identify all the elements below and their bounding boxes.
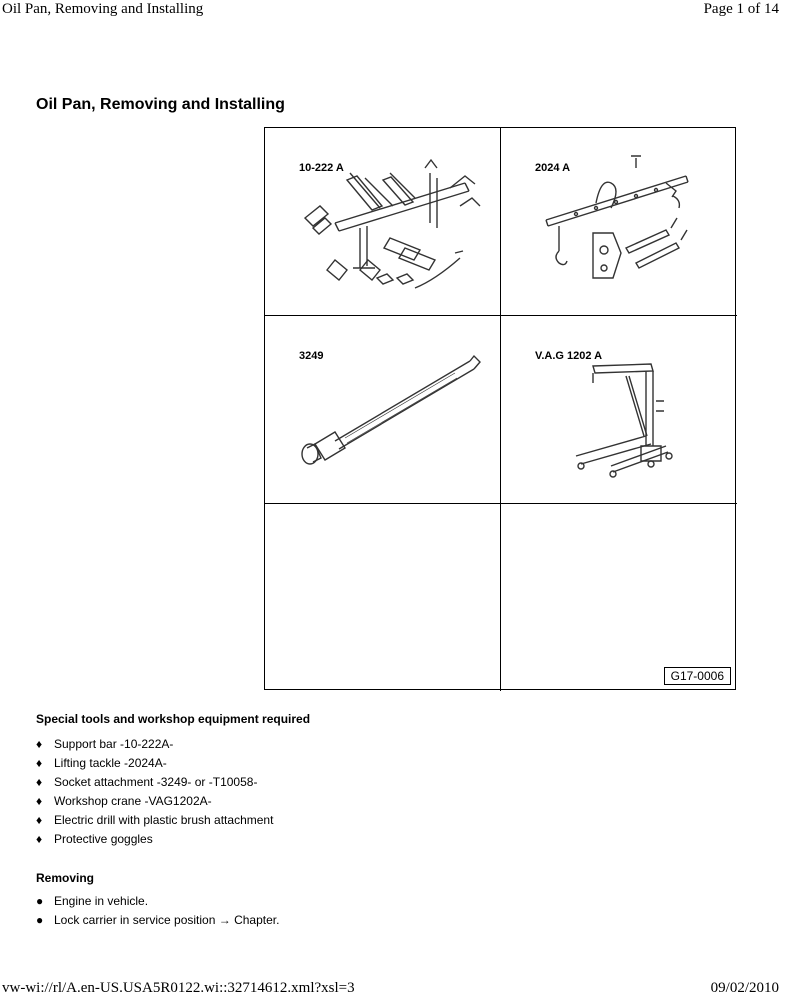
list-item: ♦ Socket attachment -3249- or -T10058- — [36, 773, 273, 792]
list-item: ♦ Protective goggles — [36, 830, 273, 849]
tool-cell-socket-attachment — [265, 316, 501, 504]
support-bar-icon — [265, 128, 501, 316]
workshop-crane-icon — [501, 316, 737, 504]
tool-cell-empty — [265, 504, 501, 691]
tool-cell-support-bar — [265, 128, 501, 316]
tool-label: 3249 — [299, 350, 324, 362]
special-tools-heading: Special tools and workshop equipment required — [36, 712, 311, 726]
tool-illustration-grid — [264, 127, 736, 690]
list-item: ♦ Lifting tackle -2024A- — [36, 754, 273, 773]
list-item: ● Engine in vehicle. — [36, 892, 279, 911]
tool-label: 10-222 A — [299, 162, 344, 174]
figure-id: G17-0006 — [664, 667, 731, 685]
tool-label: V.A.G 1202 A — [535, 350, 603, 362]
list-item: ♦ Workshop crane -VAG1202A- — [36, 792, 273, 811]
diamond-bullet-icon: ♦ — [36, 794, 43, 808]
list-item[interactable]: ● Lock carrier in service position → Chapter. — [36, 911, 279, 930]
lifting-tackle-icon — [501, 128, 737, 316]
special-tools-list — [36, 735, 273, 849]
page-number: Page 1 of 14 — [703, 1, 779, 17]
tool-cell-lifting-tackle — [501, 128, 737, 316]
removing-list — [36, 892, 279, 930]
diamond-bullet-icon: ♦ — [36, 737, 43, 751]
removing-heading: Removing — [36, 871, 95, 885]
page-title: Oil Pan, Removing and Installing — [36, 96, 285, 113]
tool-cell-figure-id — [501, 504, 737, 691]
tool-cell-workshop-crane — [501, 316, 737, 504]
diamond-bullet-icon: ♦ — [36, 832, 43, 846]
socket-attachment-icon — [265, 316, 501, 504]
footer-date: 09/02/2010 — [710, 980, 779, 996]
diamond-bullet-icon: ♦ — [36, 775, 43, 789]
footer-url: vw-wi://rl/A.en-US.USA5R0122.wi::32714612.xml?xsl=3 — [2, 980, 355, 996]
dot-bullet-icon: ● — [36, 894, 44, 908]
diamond-bullet-icon: ♦ — [36, 756, 43, 770]
list-item: ♦ Support bar -10-222A- — [36, 735, 273, 754]
header-title: Oil Pan, Removing and Installing — [2, 1, 204, 17]
dot-bullet-icon: ● — [36, 913, 44, 927]
tool-label: 2024 A — [535, 162, 571, 174]
diamond-bullet-icon: ♦ — [36, 813, 43, 827]
list-item: ♦ Electric drill with plastic brush attachment — [36, 811, 273, 830]
